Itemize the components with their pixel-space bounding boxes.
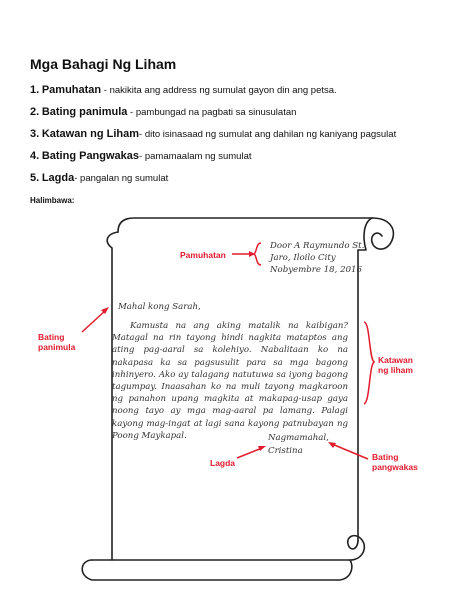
part-term: Lagda xyxy=(41,172,75,184)
signature-line: Cristina xyxy=(268,446,303,456)
label-line: ng liham xyxy=(378,365,413,375)
label-bating-pangwakas xyxy=(372,452,418,472)
part-desc: - pamamaalam ng sumulat xyxy=(139,151,252,162)
address-line: Jaro, Iloilo City xyxy=(270,253,336,263)
label-line: Bating xyxy=(372,452,399,462)
part-term: Bating Pangwakas xyxy=(41,150,140,162)
label-bating-panimula xyxy=(38,332,75,352)
part-desc: - dito isinasaad ng sumulat ang dahilan ng kaniyang pagsulat xyxy=(139,129,397,140)
closing-line: Nagmamahal, xyxy=(268,433,329,443)
label-pamuhatan: Pamuhatan xyxy=(180,250,226,260)
part-desc: - pambungad na pagbati sa sinusulatan xyxy=(127,107,297,118)
letter-greeting: Mahal kong Sarah, xyxy=(118,302,201,312)
katawan-bracket xyxy=(364,322,374,404)
page-title: Mga Bahagi Ng Liham xyxy=(30,56,177,72)
scroll-bottom-curl xyxy=(82,560,352,580)
label-line: pangwakas xyxy=(372,462,418,472)
part-number: 5. xyxy=(30,172,40,184)
part-number: 3. xyxy=(30,128,40,140)
label-katawan xyxy=(378,355,413,375)
label-line: panimula xyxy=(38,342,76,352)
pamuhatan-arrowhead xyxy=(249,251,255,257)
scroll-top-edge xyxy=(118,218,372,232)
part-desc: - pangalan ng sumulat xyxy=(74,173,169,184)
part-desc: - nakikita ang address ng sumulat gayon din ang petsa. xyxy=(101,85,337,96)
scroll-bottom-roll xyxy=(348,536,365,560)
lagda-arrowhead xyxy=(258,446,266,451)
pangwakas-arrowhead xyxy=(328,442,336,448)
label-lagda: Lagda xyxy=(210,458,236,468)
letter-closing xyxy=(268,432,329,458)
part-number: 2. xyxy=(30,106,40,118)
scroll-top-roll xyxy=(372,218,394,249)
address-line: Door A Raymundo St. xyxy=(270,241,365,251)
part-number: 4. xyxy=(30,150,40,162)
pamuhatan-bracket xyxy=(254,243,261,265)
part-term: Katawan ng Liham xyxy=(41,128,140,140)
address-line: Nobyembre 18, 2016 xyxy=(270,265,362,275)
lagda-pointer xyxy=(237,448,262,458)
pangwakas-pointer xyxy=(332,444,368,459)
label-line: Bating xyxy=(38,332,65,342)
example-label: Halimbawa: xyxy=(30,196,75,205)
part-term: Pamuhatan xyxy=(41,84,102,96)
letter-address xyxy=(270,240,364,276)
label-line: Katawan xyxy=(378,355,413,365)
panimula-pointer xyxy=(82,310,106,332)
letter-body: Kamusta na ang aking matalik na kaibigan? Matagal na rin tayong hindi nagkita mataptos ang ating pag-aaral sa kolehiyo. Nabalitaan ko na nakapasa ka sa pagsusulit para sa mga bagong inhinyero. Ako ay talagang natutuwa sa iyong bagong tagumpay. Inaasahan ko na muli tayong magkaroon ng panahon upang magkita at makapag-usap gaya noong tayo ay mga mag-aaral pa lamang. Palagi kayong mag-ingat at lagi sana kayong patnubayan ng Poong Maykapal. xyxy=(112,321,348,441)
part-number: 1. xyxy=(30,84,40,96)
part-term: Bating panimula xyxy=(41,106,128,118)
